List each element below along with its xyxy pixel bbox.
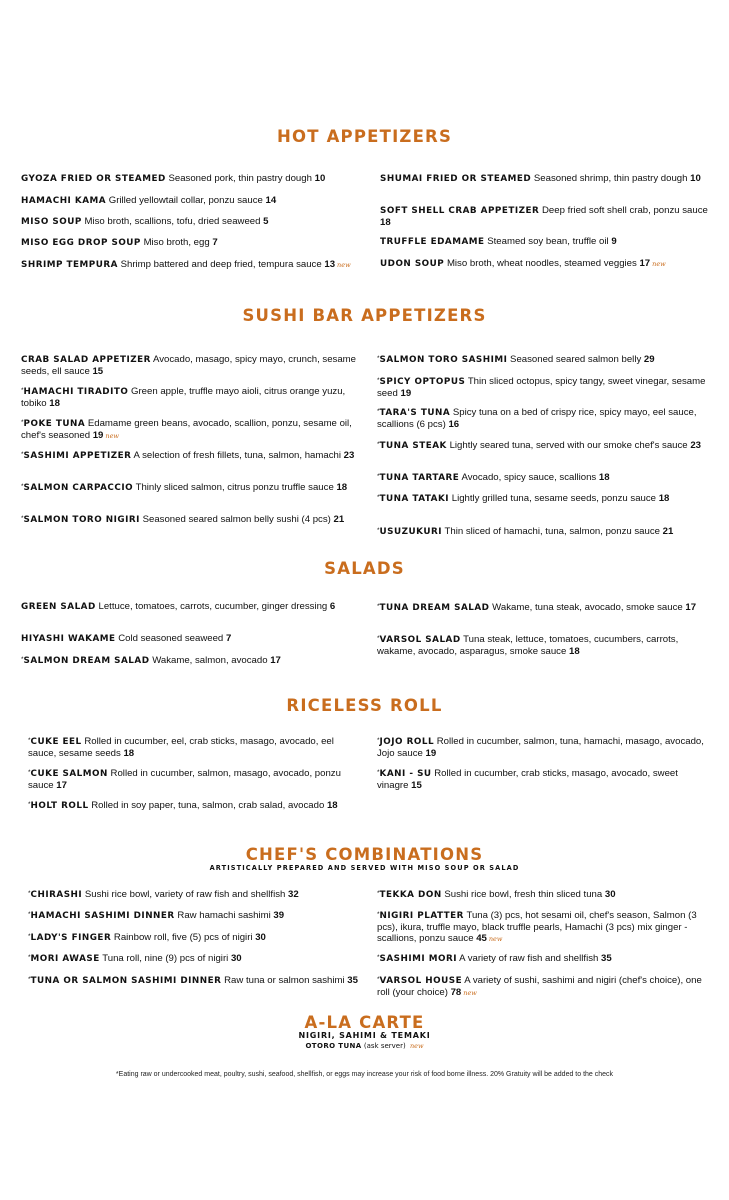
menu-item-name: TEKKA DON (379, 890, 442, 900)
menu-item-description: Cold seasoned seaweed (118, 633, 224, 644)
menu-item-price: 18 (336, 482, 348, 493)
raw-warning-star: * (28, 976, 31, 983)
new-badge: new (409, 1042, 424, 1050)
menu-item-description: Miso broth, scallions, tofu, dried seaweed (84, 216, 261, 227)
menu-item (377, 768, 712, 791)
menu-item-name: CRAB SALAD APPETIZER (21, 355, 151, 365)
menu-item-price: 7 (225, 633, 232, 644)
menu-item-description: Seasoned seared salmon belly sushi (4 pcs) (142, 514, 331, 525)
menu-item-price: 18 (123, 748, 135, 759)
raw-warning-star: * (28, 737, 31, 744)
menu-item-price: 18 (598, 472, 610, 483)
menu-item (21, 259, 356, 271)
menu-item-description: Lettuce, tomatoes, carrots, cucumber, ginger dressing (98, 601, 328, 612)
menu-item-price: 5 (263, 216, 269, 227)
menu-item-description: Thin sliced octopus, spicy tangy, sweet vinegar, sesame seed (377, 376, 706, 399)
menu-item-description: Rainbow roll, five (5) pcs of nigiri (113, 932, 253, 943)
menu-item-description: Green apple, truffle mayo aioli, citrus orange yuzu, tobiko (21, 386, 346, 409)
menu-item-name: TUNA TATAKI (379, 494, 450, 504)
menu-item (21, 216, 356, 228)
raw-warning-star: * (28, 801, 31, 808)
menu-item-price: 19 (425, 748, 437, 759)
menu-item-description: Tuna roll, nine (9) pcs of nigiri (102, 953, 229, 964)
menu-item-description: Seasoned seared salmon belly (510, 354, 642, 365)
menu-item-name: HAMACHI SASHIMI DINNER (30, 911, 175, 921)
menu-item (377, 407, 712, 430)
raw-warning-star: * (377, 355, 380, 362)
menu-item-description: Grilled yellowtail collar, ponzu sauce (108, 195, 263, 206)
menu-item-price: 39 (273, 910, 285, 921)
menu-item-price: 30 (230, 953, 242, 964)
menu-item-name: SPICY OPTOPUS (379, 377, 466, 387)
menu-item-name: TUNA TARTARE (379, 473, 460, 483)
menu-item-name: CUKE SALMON (30, 769, 108, 779)
menu-item-price: 17 (639, 258, 651, 269)
menu-item-price: 45 (476, 933, 487, 944)
menu-item (28, 889, 363, 901)
section-title-sushi-bar-appetizers: SUSHI BAR APPETIZERS (242, 306, 487, 325)
menu-item-price: 35 (601, 953, 612, 964)
menu-item-price: 19 (92, 430, 104, 441)
raw-warning-star: * (377, 737, 380, 744)
menu-item-description: Thinly sliced salmon, citrus ponzu truffle sauce (135, 482, 334, 493)
raw-warning-star: * (21, 419, 24, 426)
raw-warning-star: * (377, 603, 380, 610)
menu-item-description: Rolled in cucumber, salmon, tuna, hamachi, masago, avocado, Jojo sauce (377, 736, 704, 759)
menu-item-description: A variety of sushi, sashimi and nigiri (chef's choice), one roll (your choice) (377, 975, 702, 998)
menu-item-description: A selection of fresh fillets, tuna, salmon, hamachi (133, 450, 341, 461)
menu-item-price: 19 (400, 388, 412, 399)
menu-item-name: SHUMAI FRIED OR STEAMED (380, 174, 532, 184)
menu-item-price: 17 (270, 655, 281, 666)
menu-item-price: 35 (347, 975, 358, 986)
menu-item-price: 18 (380, 217, 391, 228)
menu-item (21, 237, 356, 249)
menu-item-price: 15 (92, 366, 104, 377)
menu-item-name: TUNA DREAM SALAD (379, 603, 490, 613)
menu-item (21, 386, 356, 409)
menu-item-name: SALMON DREAM SALAD (23, 656, 150, 666)
menu-item-description: A variety of raw fish and shellfish (459, 953, 599, 964)
menu-item-price: 29 (643, 354, 655, 365)
menu-item-name: JOJO ROLL (379, 737, 435, 747)
raw-warning-star: * (377, 441, 380, 448)
menu-item-name: SALMON CARPACCIO (23, 483, 134, 493)
menu-item (377, 634, 712, 657)
raw-warning-star: * (377, 377, 380, 384)
menu-item (380, 236, 715, 248)
raw-warning-star: * (377, 976, 380, 983)
menu-item (377, 526, 712, 538)
menu-item-description: Seasoned pork, thin pastry dough (168, 173, 312, 184)
menu-item-name: SASHIMI APPETIZER (23, 451, 132, 461)
section-title-salads: SALADS (324, 559, 405, 578)
menu-item-name: TUNA OR SALMON SASHIMI DINNER (30, 976, 222, 986)
menu-item-name: TRUFFLE EDAMAME (380, 237, 485, 247)
new-badge: new (337, 261, 351, 269)
menu-item-description: Spicy tuna on a bed of crispy rice, spicy mayo, eel sauce, scallions (6 pcs) (377, 407, 697, 430)
menu-item-description: Raw tuna or salmon sashimi (224, 975, 345, 986)
a-la-carte-subtitle: NIGIRI, SAHIMI & TEMAKI (298, 1031, 431, 1040)
menu-item-description: Wakame, salmon, avocado (152, 655, 268, 666)
menu-item-price: 21 (333, 514, 345, 525)
new-badge: new (652, 260, 666, 268)
menu-item (21, 173, 356, 185)
raw-warning-star: * (21, 483, 24, 490)
menu-item (21, 601, 356, 613)
menu-item-description: Steamed soy bean, truffle oil (487, 236, 609, 247)
raw-warning-star: * (377, 527, 380, 534)
raw-warning-star: * (21, 451, 24, 458)
menu-item-price: 30 (604, 889, 616, 900)
menu-item-price: 9 (611, 236, 617, 247)
menu-item (21, 195, 356, 207)
raw-warning-star: * (28, 933, 31, 940)
menu-item (380, 173, 715, 185)
menu-item-price: 21 (662, 526, 674, 537)
menu-item-price: 7 (212, 237, 218, 248)
raw-warning-star: * (28, 890, 31, 897)
menu-item-name: MORI AWASE (30, 954, 100, 964)
menu-item-name: LADY'S FINGER (30, 933, 112, 943)
raw-warning-star: * (377, 635, 380, 642)
menu-item-price: 16 (448, 419, 460, 430)
menu-item (28, 768, 363, 791)
menu-item (21, 450, 356, 462)
raw-warning-star: * (377, 911, 380, 918)
menu-item (28, 910, 363, 922)
raw-warning-star: * (28, 954, 31, 961)
new-badge: new (105, 432, 119, 440)
menu-item (377, 736, 712, 759)
menu-item-description: Sushi rice bowl, variety of raw fish and shellfish (84, 889, 286, 900)
menu-item-price: 23 (343, 450, 355, 461)
menu-item (28, 953, 363, 965)
raw-warning-star: * (21, 387, 24, 394)
menu-item (377, 602, 712, 614)
menu-item-name: KANI - SU (379, 769, 432, 779)
new-badge: new (488, 935, 503, 943)
menu-item (21, 514, 356, 526)
menu-item (377, 354, 712, 366)
menu-item-description: Thin sliced of hamachi, tuna, salmon, ponzu sauce (444, 526, 660, 537)
raw-warning-star: * (377, 494, 380, 501)
menu-item-name: HOLT ROLL (30, 801, 89, 811)
menu-item-name: HIYASHI WAKAME (21, 634, 116, 644)
menu-item-name: TARA'S TUNA (379, 408, 451, 418)
raw-warning-star: * (21, 515, 24, 522)
menu-item-description: Lightly grilled tuna, sesame seeds, ponzu sauce (451, 493, 657, 504)
menu-item-price: 78 (450, 987, 462, 998)
raw-warning-star: * (377, 769, 380, 776)
menu-item-name: VARSOL HOUSE (379, 976, 463, 986)
menu-item-name: UDON SOUP (380, 259, 445, 269)
menu-item (21, 655, 356, 667)
menu-item (380, 258, 715, 270)
menu-item-description: Raw hamachi sashimi (177, 910, 271, 921)
menu-item-name: SALMON TORO NIGIRI (23, 515, 140, 525)
menu-item-price: 17 (685, 602, 697, 613)
menu-item-price: 6 (329, 601, 336, 612)
menu-item-name: GYOZA FRIED OR STEAMED (21, 174, 166, 184)
menu-item (377, 376, 712, 399)
menu-item-price: 18 (569, 646, 580, 657)
menu-item-name: NIGIRI PLATTER (379, 911, 464, 921)
menu-item (377, 953, 712, 965)
menu-item-description: Lightly seared tuna, served with our smoke chef's sauce (449, 440, 688, 451)
menu-item-price: 32 (288, 889, 299, 900)
menu-item (377, 975, 712, 999)
otoro-tuna-note: (ask server) (363, 1042, 406, 1050)
raw-warning-star: * (377, 408, 380, 415)
menu-item-description: Rolled in cucumber, salmon, masago, avocado, ponzu sauce (28, 768, 341, 791)
menu-item-description: Wakame, tuna steak, avocado, smoke sauce (492, 602, 683, 613)
menu-item-name: SALMON TORO SASHIMI (379, 355, 508, 365)
menu-item-price: 13 (324, 259, 336, 270)
menu-item-name: VARSOL SALAD (379, 635, 461, 645)
menu-item-name: TUNA STEAK (379, 441, 447, 451)
menu-item-name: SHRIMP TEMPURA (21, 260, 118, 270)
raw-warning-star: * (21, 656, 24, 663)
menu-item-name: CUKE EEL (30, 737, 82, 747)
chefs-combinations-subtitle: ARTISTICALLY PREPARED AND SERVED WITH MISO SOUP OR SALAD (209, 864, 520, 872)
menu-item-name: USUZUKURI (379, 527, 443, 537)
menu-item (21, 354, 356, 377)
menu-item (380, 205, 715, 228)
menu-item-price: 15 (411, 780, 422, 791)
menu-item-description: Sushi rice bowl, fresh thin sliced tuna (444, 889, 603, 900)
menu-item-price: 10 (314, 173, 326, 184)
menu-item-name: GREEN SALAD (21, 602, 96, 612)
menu-item-price: 17 (56, 780, 67, 791)
menu-item-description: Deep fried soft shell crab, ponzu sauce (542, 205, 708, 216)
menu-item-description: Tuna (3) pcs, hot sesami oil, chef's season, Salmon (3 pcs), ikura, truffle mayo, black truffle pearls, Hamachi (3 pcs) mix ginger - scallions, ponzu sauce (377, 910, 697, 944)
menu-item-description: Seasoned shrimp, thin pastry dough (533, 173, 688, 184)
menu-item-price: 18 (326, 800, 338, 811)
menu-item-price: 30 (255, 932, 266, 943)
menu-item (377, 910, 712, 945)
menu-item (377, 493, 712, 505)
section-title-hot-appetizers: HOT APPETIZERS (276, 127, 453, 146)
menu-item (21, 633, 356, 645)
menu-item-name: MISO SOUP (21, 217, 82, 227)
menu-item-name: SOFT SHELL CRAB APPETIZER (380, 206, 540, 216)
raw-warning-star: * (377, 954, 380, 961)
menu-item-description: Miso broth, egg (143, 237, 210, 248)
otoro-tuna-name: OTORO TUNA (305, 1042, 362, 1050)
otoro-tuna-line (0, 1042, 729, 1050)
menu-item-description: Rolled in cucumber, crab sticks, masago, avocado, sweet vinagre (377, 768, 678, 791)
menu-item-description: Tuna steak, lettuce, tomatoes, cucumbers, carrots, wakame, avocado, asparagus, smoke sauce (377, 634, 679, 657)
menu-item-name: MISO EGG DROP SOUP (21, 238, 141, 248)
menu-item-price: 14 (265, 195, 277, 206)
section-title-a-la-carte: A-LA CARTE (304, 1013, 425, 1032)
menu-item-name: HAMACHI KAMA (21, 196, 107, 206)
menu-item-name: HAMACHI TIRADITO (23, 387, 129, 397)
menu-item-description: Edamame green beans, avocado, scallion, ponzu, sesame oil, chef's seasoned (21, 418, 352, 441)
menu-item-description: Shrimp battered and deep fried, tempura sauce (120, 259, 322, 270)
menu-item-description: Rolled in cucumber, eel, crab sticks, masago, avocado, eel sauce, sesame seeds (28, 736, 334, 759)
menu-item-name: POKE TUNA (23, 419, 86, 429)
menu-item (377, 889, 712, 901)
menu-item (377, 440, 712, 452)
menu-item-price: 18 (658, 493, 670, 504)
menu-item (377, 472, 712, 484)
menu-item-name: CHIRASHI (30, 890, 83, 900)
menu-item-name: SASHIMI MORI (379, 954, 458, 964)
menu-item (21, 482, 356, 494)
menu-item (28, 736, 363, 759)
menu-item-price: 23 (690, 440, 701, 451)
menu-item (28, 975, 363, 987)
menu-item-price: 10 (690, 173, 701, 184)
menu-item-price: 18 (49, 398, 60, 409)
menu-item-description: Avocado, spicy sauce, scallions (461, 472, 597, 483)
section-title-chefs-combinations: CHEF'S COMBINATIONS (245, 845, 484, 864)
raw-warning-star: * (377, 473, 380, 480)
raw-warning-star: * (377, 890, 380, 897)
menu-item-description: Rolled in soy paper, tuna, salmon, crab salad, avocado (91, 800, 325, 811)
raw-warning-star: * (28, 911, 31, 918)
menu-item-description: Avocado, masago, spicy mayo, crunch, sesame seeds, ell sauce (21, 354, 357, 377)
section-title-riceless-roll: RICELESS ROLL (286, 696, 443, 715)
menu-item-description: Miso broth, wheat noodles, steamed veggies (446, 258, 637, 269)
new-badge: new (463, 989, 477, 997)
menu-item (28, 800, 363, 812)
footnote-disclaimer: *Eating raw or undercooked meat, poultry, sushi, seafood, shellfish, or eggs may increase your risk of food borne illness. 20% Gratuity will be added to the check (115, 1071, 614, 1078)
menu-item (21, 418, 356, 442)
menu-item (28, 932, 363, 944)
raw-warning-star: * (28, 769, 31, 776)
